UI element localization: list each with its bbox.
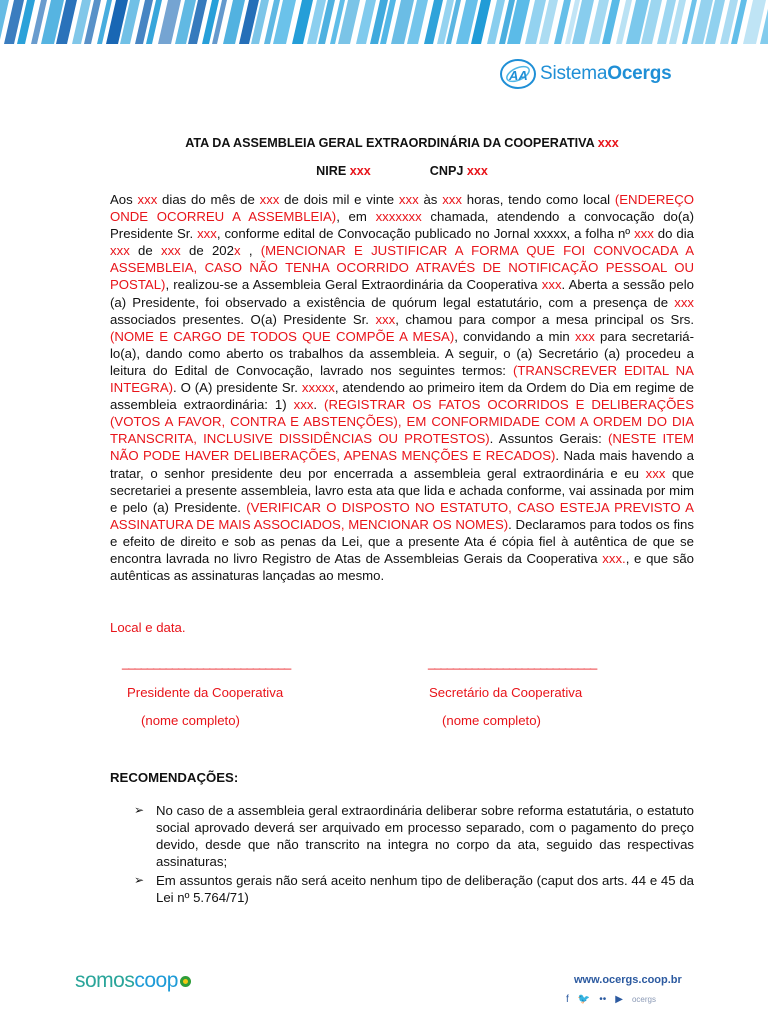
placeholder-text: (TRANSCREVER EDITAL NA INTEGRA) xyxy=(110,362,694,396)
somoscoop-logo: somoscoop xyxy=(75,969,191,993)
body-text-segment: , e que são autênticas as assinaturas lançadas ao mesmo. xyxy=(110,550,695,584)
logo-text: SistemaOcergs xyxy=(540,63,672,84)
placeholder-text: xxx xyxy=(197,226,217,242)
youtube-icon[interactable]: ▶ xyxy=(615,994,623,1005)
nire-cnpj-line xyxy=(110,164,694,178)
body-text-segment: Aos xyxy=(110,192,138,207)
brazil-flag-icon xyxy=(180,976,191,987)
social-links xyxy=(566,994,656,1005)
body-text-segment: , realizou-se a Assembleia Geral Extraordinária da Cooperativa xyxy=(165,277,542,293)
arrow-bullet-icon: ➢ xyxy=(134,803,145,817)
flickr-icon[interactable]: •• xyxy=(599,994,607,1005)
arrow-bullet-icon: ➢ xyxy=(134,873,145,888)
body-text-segment: , chamou para compor a mesa principal os Srs. xyxy=(395,311,695,327)
placeholder-text: (REGISTRAR OS FATOS OCORRIDOS E DELIBERAÇÕES (VOTOS A FAVOR, CONTRA E ABSTENÇÕES), EM CONFORMIDADE COM A ORDEM DO DIA TRANSCRITA, INCLUSIVE DISSIDÊNCIAS OU PROTESTOS) xyxy=(110,397,694,447)
nire-value: xxx xyxy=(349,164,371,178)
placeholder-text: xxx xyxy=(398,192,419,207)
body-text-segment: . O (A) presidente Sr. xyxy=(173,380,302,396)
placeholder-text: xxx xyxy=(375,311,396,327)
placeholder-text: xxx. xyxy=(602,550,626,566)
list-item: ➢ Em assuntos gerais não será aceito nenhum tipo de deliberação (caput dos arts. 44 e 45 da Lei nº 5.764/71) xyxy=(134,873,694,906)
body-text-segment: do dia xyxy=(653,226,694,242)
placeholder-text: x xyxy=(233,243,241,259)
nire-label: NIRE xyxy=(316,164,350,178)
facebook-icon[interactable]: f xyxy=(566,994,569,1005)
president-label: Presidente da Cooperativa xyxy=(127,685,284,700)
header-color-band xyxy=(0,0,768,44)
list-item: ➢ No caso de a assembleia geral extraordinária deliberar sobre reforma estatutária, o estatuto social aprovado deverá ser arquivado em processo separado, com o pagamento do preço devido, desde que não transcrito na integra no corpo da ata, seguido das respectivas assinaturas; xyxy=(134,803,694,870)
svg-text:AA: AA xyxy=(509,68,528,83)
placeholder-text: xxx xyxy=(259,192,280,207)
body-text-segment: de xyxy=(129,243,161,259)
recommendations-title: RECOMENDAÇÕES: xyxy=(110,770,239,785)
placeholder-text: xxx xyxy=(442,192,462,207)
placeholder-text: xxx xyxy=(137,192,158,207)
recommendations-list xyxy=(110,802,694,909)
body-text-segment: . Declaramos para todos os fins e efeito de direito e sob as penas da Lei, que a presente Ata é cópia fiel à autêntica de que se encontra lavrada no livro Registro de Atas de Assembleias Gerais da Cooperativa xyxy=(110,516,694,566)
body-text-segment: , atendendo ao primeiro item da Ordem do Dia em regime de assembleia extraordinária: 1) xyxy=(110,380,694,413)
placeholder-text: (ENDEREÇO ONDE OCORREU A ASSEMBLEIA) xyxy=(110,192,694,225)
cnpj-label: CNPJ xyxy=(429,164,467,178)
minutes-body-paragraph xyxy=(110,191,694,584)
body-text-segment: que secretariei a presente assembleia, lavro esta ata que lida e achada conforme, vai assinada por mim e pelo (a) Presidente. xyxy=(110,465,695,515)
body-text-segment: para secretariá-lo(a), dando como aberto os trabalhos da assembleia. A seguir, o (a) Secretário (a) procedeu a leitura do Edital de Convocação, lavrado nos seguintes termos: xyxy=(110,328,695,378)
placeholder-text: (NESTE ITEM NÃO PODE HAVER DELIBERAÇÕES, APENAS MENÇÕES E RECADOS) xyxy=(110,431,694,464)
body-text-segment: . Nada mais havendo a tratar, o senhor presidente deu por encerrada a assembleia geral extraordinária e eu xyxy=(110,448,694,481)
body-text-segment: . Assuntos Gerais: xyxy=(489,431,608,447)
body-text-segment: , xyxy=(240,243,261,259)
placeholder-text: xxxxxxx xyxy=(375,209,422,225)
body-text-segment: chamada, atendendo a convocação do(a) Presidente Sr. xyxy=(110,209,695,242)
placeholder-text: xxxxx xyxy=(301,380,335,396)
website-link[interactable]: www.ocergs.coop.br xyxy=(574,974,682,986)
placeholder-text: xxx xyxy=(575,328,595,344)
body-text-segment: , convidando a min xyxy=(454,328,576,344)
placeholder-text: xxx xyxy=(160,243,181,259)
body-text-segment: . Aberta a sessão pelo (a) Presidente, foi observado a existência de quórum legal estatutário, com a presença de xyxy=(110,277,694,310)
body-text-segment: . xyxy=(313,397,325,413)
twitter-icon[interactable]: 🐦 xyxy=(577,994,591,1005)
social-handle: ocergs xyxy=(631,995,656,1004)
body-text-segment: , conforme edital de Convocação publicado no Jornal xxxxx, a folha nº xyxy=(216,226,635,242)
document-title: ATA DA ASSEMBLEIA GERAL EXTRAORDINÁRIA DA COOPERATIVA xxx xyxy=(185,136,619,150)
sistema-ocergs-logo xyxy=(498,54,698,94)
placeholder-text: xxx xyxy=(634,226,654,242)
secretary-signature-line: ___________________________ xyxy=(428,655,597,670)
placeholder-text: xxx xyxy=(645,465,666,481)
body-text-segment: de 202 xyxy=(180,243,234,259)
placeholder-text: (MENCIONAR E JUSTIFICAR A FORMA QUE FOI CONVOCADA A ASSEMBLEIA, CASO NÃO TENHA OCORRIDO ATRAVÉS DE NOTIFICAÇÃO PESSOAL OU POSTAL) xyxy=(110,243,694,293)
placeholder-text: xxx xyxy=(541,277,562,293)
president-signature-line: ___________________________ xyxy=(122,655,291,670)
placeholder-text: xxx xyxy=(110,243,130,259)
cnpj-value: xxx xyxy=(466,164,488,178)
placeholder-text: (NOME E CARGO DE TODOS QUE COMPÕE A MESA) xyxy=(110,328,455,344)
logo-globe-icon xyxy=(498,56,538,92)
body-text-segment: às xyxy=(418,192,443,207)
secretary-label: Secretário da Cooperativa xyxy=(429,685,583,700)
secretary-full-name: (nome completo) xyxy=(442,713,541,728)
placeholder-text: xxx xyxy=(293,397,314,413)
body-text-segment: dias do mês de xyxy=(157,192,260,207)
local-and-date: Local e data. xyxy=(110,620,186,635)
placeholder-text: (VERIFICAR O DISPOSTO NO ESTATUTO, CASO ESTEJA PREVISTO A ASSINATURA DE MAIS ASSOCIADOS, MENCIONAR OS NOMES) xyxy=(110,499,694,532)
body-text-segment: , em xyxy=(336,209,376,225)
placeholder-text: xxx xyxy=(674,294,694,310)
body-text-segment: horas, tendo como local xyxy=(461,192,615,207)
body-text-segment: associados presentes. O(a) Presidente Sr. xyxy=(110,311,376,327)
president-full-name: (nome completo) xyxy=(141,713,240,728)
body-text-segment: de dois mil e vinte xyxy=(279,192,399,207)
